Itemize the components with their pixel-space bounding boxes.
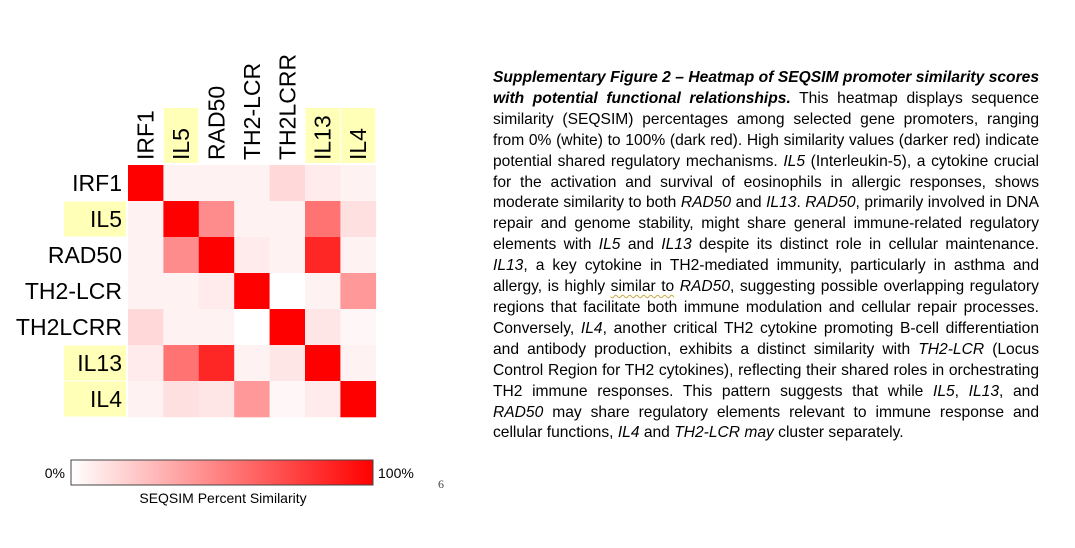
colorbar-gradient <box>71 460 373 485</box>
heatmap-cell <box>305 165 341 201</box>
gene-name: RAD50 <box>680 194 732 212</box>
gene-name: IL5 <box>932 382 955 400</box>
row-label: IRF1 <box>72 170 122 196</box>
heatmap-cell <box>128 345 164 381</box>
column-label: TH2LCRR <box>274 53 301 160</box>
heatmap-cell <box>340 201 376 237</box>
heatmap-cell <box>340 237 376 273</box>
gene-name: IL13 <box>493 257 524 275</box>
heatmap-cell <box>128 237 164 273</box>
gene-name: IL5 <box>598 236 621 254</box>
heatmap-cell <box>128 381 164 417</box>
heatmap-cell <box>163 273 199 309</box>
figure-caption <box>493 68 1039 444</box>
heatmap-cell <box>128 165 164 201</box>
column-label: IL4 <box>345 128 372 160</box>
gene-name: RAD50 <box>679 278 730 296</box>
heatmap-cell <box>234 345 270 381</box>
heatmap-cell <box>163 309 199 345</box>
caption-text: and <box>731 194 767 212</box>
gene-name: IL13 <box>766 194 797 212</box>
heatmap-cell <box>340 381 376 417</box>
gene-name: TH2-LCR may <box>674 424 774 442</box>
heatmap-cell <box>340 165 376 201</box>
heatmap-cell <box>234 309 270 345</box>
heatmap-cells <box>128 165 376 417</box>
heatmap-cell <box>199 345 235 381</box>
row-label: TH2LCRR <box>15 314 122 340</box>
column-label: TH2-LCR <box>238 62 265 160</box>
row-label: IL13 <box>77 350 122 376</box>
caption-text: This heatmap displays sequence similarity (SEQSIM) percentages among selected gene promoters, ranging from 0% (white) to 100% (dark red). High similarity values (darker red) indicate potential shared regulatory mechanisms. <box>493 89 1039 170</box>
heatmap-cell <box>340 345 376 381</box>
heatmap-cell <box>270 201 306 237</box>
heatmap-cell <box>163 381 199 417</box>
caption-text: and <box>639 424 675 442</box>
heatmap-cell <box>270 273 306 309</box>
caption-text: and <box>620 236 662 254</box>
caption-title: Supplementary Figure 2 – Heatmap of SEQSIM promoter similarity scores with potential functional relationships. <box>493 69 1039 107</box>
column-labels <box>133 54 371 160</box>
caption-text: may share regulatory elements relevant to immune response and cellular functions, <box>493 403 1039 442</box>
column-label: IL5 <box>168 128 195 160</box>
heatmap-cell <box>199 381 235 417</box>
heatmap-cell <box>163 345 199 381</box>
gene-name: TH2-LCR <box>918 340 985 358</box>
heatmap-cell <box>199 273 235 309</box>
caption-text: , a key cytokine in TH2-mediated immunity, particularly in asthma and allergy, is highly <box>493 257 1039 296</box>
caption-text: cluster separately. <box>773 424 904 442</box>
heatmap-cell <box>305 345 341 381</box>
caption-text: , suggesting possible overlapping regulatory regions that facilitate both immune modulation and cellular repair processes. Conversely, <box>493 278 1039 337</box>
column-label: IL13 <box>309 115 336 160</box>
caption-text: (Locus Control Region for TH2 cytokines), reflecting their shared roles in orchestrating TH2 immune responses. This pattern suggests that while <box>493 340 1039 400</box>
caption-text: (Interleukin-5), a cytokine crucial for the activation and survival of eosinophils in allergic responses, shows moderate similarity to both <box>493 152 1039 212</box>
colorbar-max-label: 100% <box>378 465 414 481</box>
heatmap-cell <box>234 201 270 237</box>
heatmap-cell <box>199 201 235 237</box>
caption-text: , primarily involved in DNA repair and genome stability, might share general immune-related regulatory elements with <box>493 194 1039 254</box>
heatmap-cell <box>305 309 341 345</box>
gene-name: IL4 <box>580 319 603 337</box>
heatmap-cell <box>128 309 164 345</box>
caption-text: despite its distinct role in cellular maintenance. <box>691 236 1039 254</box>
heatmap-cell <box>234 381 270 417</box>
column-label: RAD50 <box>203 85 230 160</box>
heatmap-cell <box>270 165 306 201</box>
heatmap-cell <box>128 273 164 309</box>
heatmap-cell <box>163 237 199 273</box>
heatmap-cell <box>128 201 164 237</box>
heatmap-cell <box>305 237 341 273</box>
heatmap-cell <box>270 309 306 345</box>
column-label: IRF1 <box>132 110 159 160</box>
gene-name: IL5 <box>783 152 806 170</box>
gene-name: IL13 <box>661 236 692 254</box>
heatmap-cell <box>340 273 376 309</box>
heatmap-figure <box>0 0 470 548</box>
heatmap-cell <box>199 237 235 273</box>
caption-text: , <box>954 382 969 400</box>
heatmap-cell <box>270 381 306 417</box>
heatmap-cell <box>199 309 235 345</box>
stray-page-mark: 6 <box>438 477 444 491</box>
colorbar <box>45 460 414 506</box>
colorbar-min-label: 0% <box>44 465 65 481</box>
gene-name: RAD50 <box>805 194 856 212</box>
row-label: IL5 <box>90 206 122 232</box>
heatmap-cell <box>305 273 341 309</box>
heatmap-cell <box>305 201 341 237</box>
heatmap-cell <box>163 165 199 201</box>
spellcheck-flagged-text: similar to <box>610 278 675 296</box>
caption-text: , and <box>999 382 1040 400</box>
gene-name: IL4 <box>617 424 640 442</box>
row-label: IL4 <box>90 386 122 412</box>
colorbar-title: SEQSIM Percent Similarity <box>139 490 307 506</box>
heatmap-cell <box>340 309 376 345</box>
heatmap-cell <box>234 165 270 201</box>
row-label: TH2-LCR <box>24 278 122 304</box>
heatmap-cell <box>270 345 306 381</box>
caption-text: . <box>796 194 806 212</box>
heatmap-cell <box>199 165 235 201</box>
heatmap-cell <box>305 381 341 417</box>
heatmap-cell <box>234 237 270 273</box>
gene-name: RAD50 <box>493 403 544 421</box>
heatmap-cell <box>270 237 306 273</box>
caption-text: , another critical TH2 cytokine promoting B-cell differentiation and antibody production, exhibits a distinct similarity with <box>493 319 1039 358</box>
gene-name: IL13 <box>968 382 1000 400</box>
row-label: RAD50 <box>47 242 122 268</box>
heatmap-cell <box>163 201 199 237</box>
heatmap-cell <box>234 273 270 309</box>
